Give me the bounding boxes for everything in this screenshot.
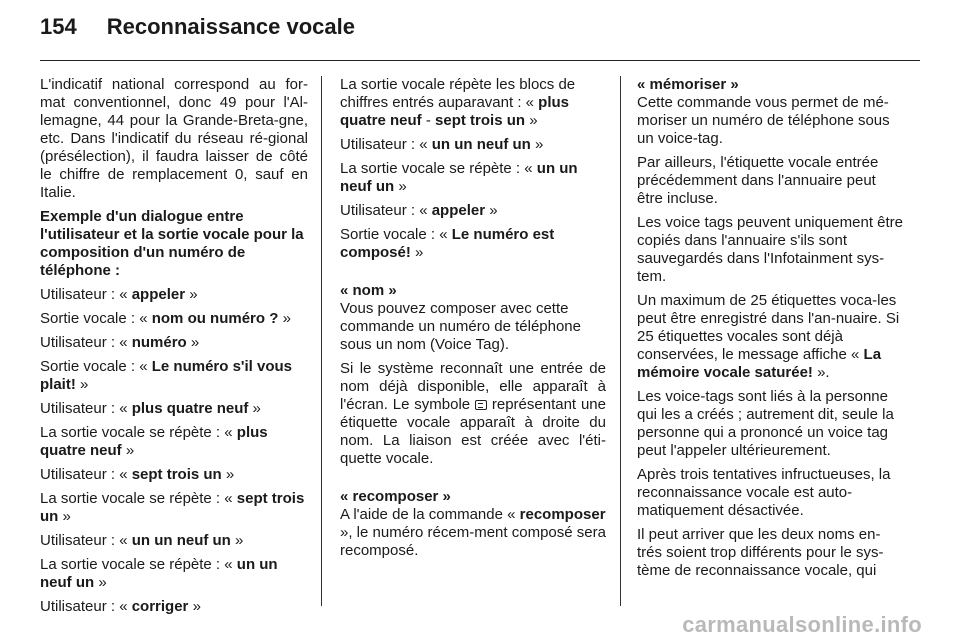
dialogue-line: La sortie vocale se répète : « un un neuf un »	[340, 160, 578, 195]
page-header	[40, 14, 355, 40]
dialogue-line: Sortie vocale : « Le numéro s'il vous plait! »	[40, 358, 293, 393]
nom-description: Vous pouvez composer avec cette commande un numéro de téléphone sous un nom (Voice Tag).	[340, 300, 581, 353]
page-number: 154	[40, 14, 77, 39]
paragraph: Un maximum de 25 étiquettes voca-les peut être enregistré dans l'an-nuaire. Si 25 étiquettes vocales sont déjà conservées, le message affiche « La mémoire vocale saturée! ».	[637, 292, 900, 381]
dialogue-line: Sortie vocale : « nom ou numéro ? »	[40, 310, 291, 327]
dialogue-line: Utilisateur : « corriger »	[40, 598, 201, 615]
column-1	[40, 76, 308, 622]
column-divider	[321, 76, 322, 606]
column-3	[637, 76, 903, 586]
dialogue-line: La sortie vocale se répète : « sept trois un »	[40, 490, 305, 525]
paragraph: Les voice-tags sont liés à la personne qui les a créés ; autrement dit, seule la personne qui a prononcé un voice tag peut l'appeler ultérieurement.	[637, 388, 894, 459]
watermark: carmanualsonline.info	[682, 612, 922, 637]
column-2	[340, 76, 606, 566]
memoriser-heading: « mémoriser »	[637, 76, 739, 93]
dialogue-line: Utilisateur : « appeler »	[340, 202, 498, 219]
recomposer-description: A l'aide de la commande « recomposer », le numéro récem-ment composé sera recomposé.	[340, 506, 606, 559]
dialogue-line: La sortie vocale répète les blocs de chiffres entrés auparavant : « plus quatre neuf - sept trois un »	[340, 76, 576, 129]
dialogue-line: Utilisateur : « numéro »	[40, 334, 200, 351]
dialogue-line: Utilisateur : « un un neuf un »	[340, 136, 544, 153]
spacer	[340, 268, 606, 282]
paragraph: Il peut arriver que les deux noms en-trés soient trop différents pour le sys-tème de reconnaissance vocale, qui	[637, 526, 884, 579]
nom-heading: « nom »	[340, 282, 397, 299]
dialogue-line: Utilisateur : « un un neuf un »	[40, 532, 244, 549]
spacer	[340, 474, 606, 488]
nom-paragraph: Si le système reconnaît une entrée de nom déjà disponible, elle apparaît à l'écran. Le symbole représentant une étiquette vocale apparaît à droite du nom. La liaison est créée avec l'éti-quette vocale.	[340, 360, 606, 467]
column-divider	[620, 76, 621, 606]
header-rule	[40, 60, 920, 61]
voice-tag-icon	[475, 400, 487, 410]
page-title: Reconnaissance vocale	[106, 14, 355, 39]
dialogue-line: Utilisateur : « plus quatre neuf »	[40, 400, 261, 417]
paragraph: Après trois tentatives infructueuses, la reconnaissance vocale est auto-matiquement désactivée.	[637, 466, 891, 519]
dialogue-line: Utilisateur : « appeler »	[40, 286, 198, 303]
example-heading: Exemple d'un dialogue entre l'utilisateur et la sortie vocale pour la composition d'un numéro de téléphone :	[40, 208, 304, 279]
intro-paragraph: L'indicatif national correspond au for-mat conventionnel, donc 49 pour l'Al-lemagne, 44 pour la Grande-Breta-gne, etc. Dans l'indicatif du réseau ré-gional (présélection), il faudra laisser de côté le chiffre de remplacement 0, sauf en Italie.	[40, 76, 308, 201]
paragraph: Par ailleurs, l'étiquette vocale entrée précédemment dans l'annuaire peut être incluse.	[637, 154, 879, 207]
dialogue-line: Sortie vocale : « Le numéro est composé! »	[340, 226, 555, 261]
paragraph: Les voice tags peuvent uniquement être copiés dans l'annuaire s'ils sont sauvegardés dans l'Infotainment sys-tem.	[637, 214, 904, 285]
dialogue-line: La sortie vocale se répète : « plus quatre neuf »	[40, 424, 268, 459]
memoriser-description: Cette commande vous permet de mé-moriser un numéro de téléphone sous un voice-tag.	[637, 94, 890, 147]
recomposer-heading: « recomposer »	[340, 488, 451, 505]
dialogue-line: La sortie vocale se répète : « un un neuf un »	[40, 556, 278, 591]
dialogue-line: Utilisateur : « sept trois un »	[40, 466, 235, 483]
